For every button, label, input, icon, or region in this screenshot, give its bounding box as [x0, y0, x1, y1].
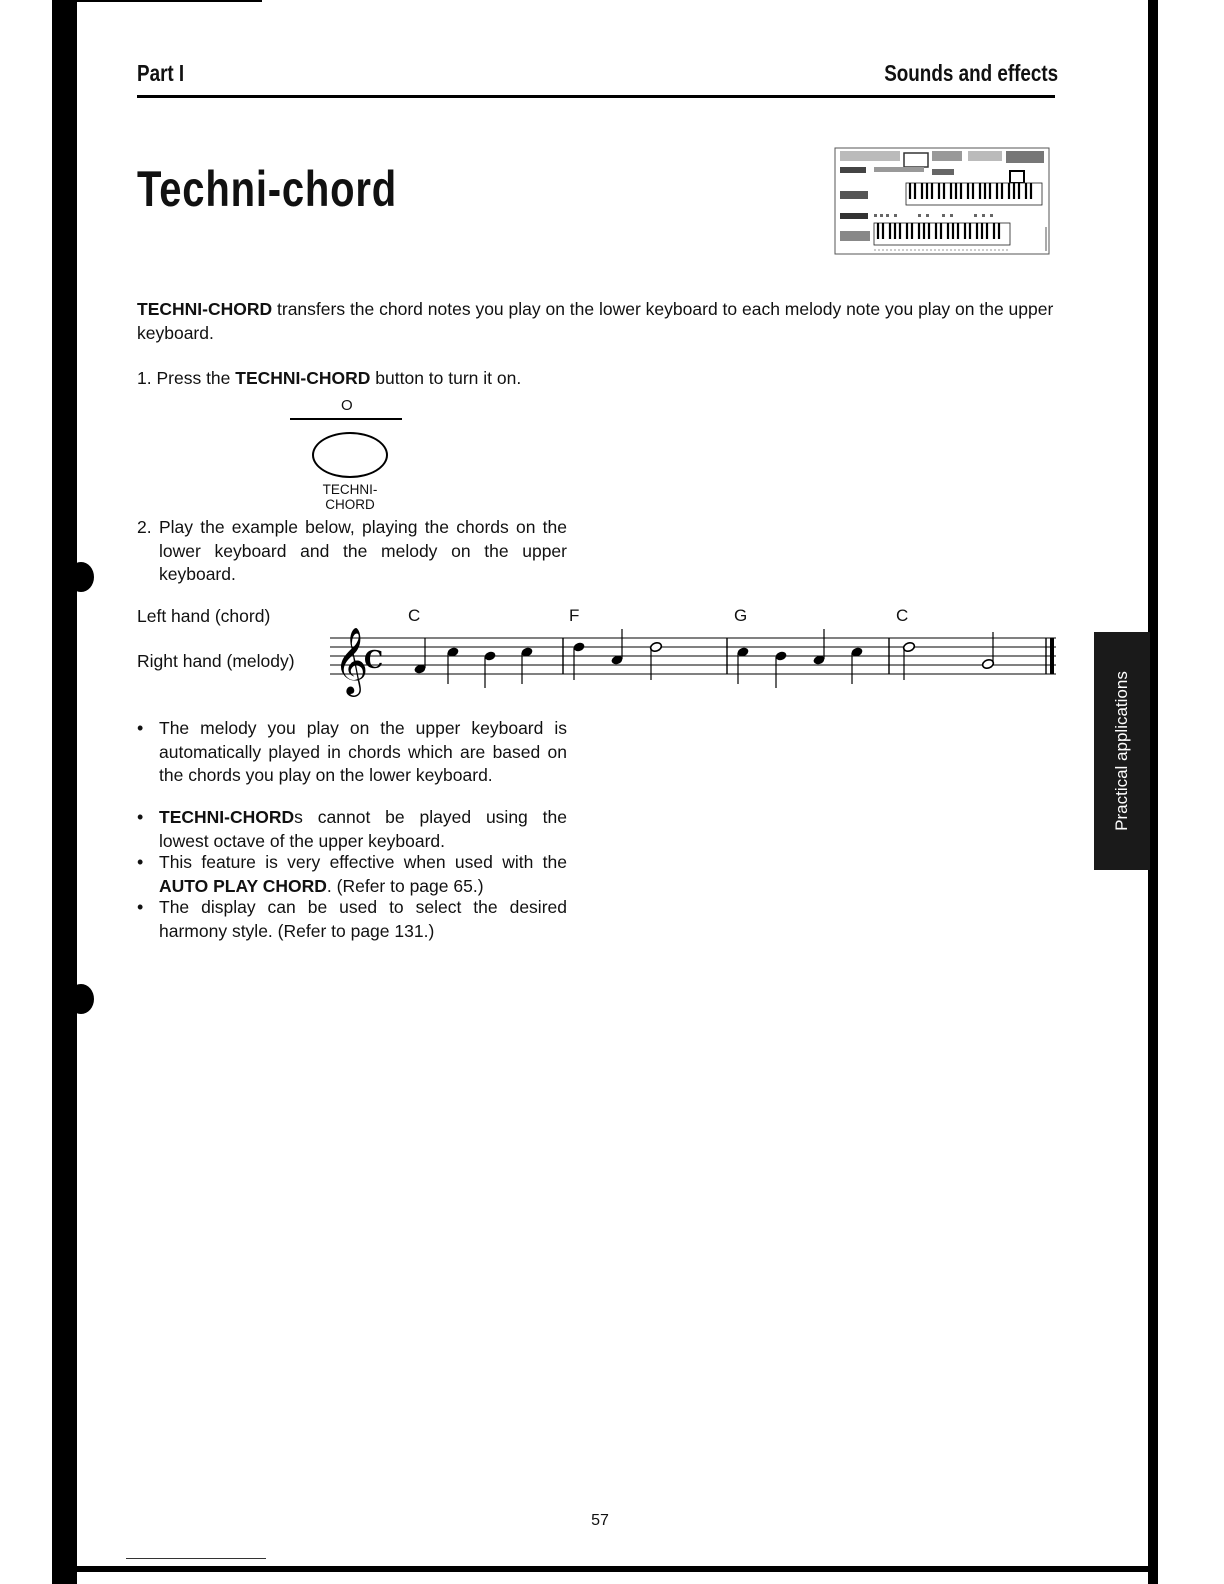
left-hand-label: Left hand (chord)	[137, 606, 271, 626]
step-1-bold: TECHNI-CHORD	[235, 368, 371, 388]
intro-text: transfers the chord notes you play on the lower keyboard to each melody note you play on the upper keyboard.	[137, 299, 1054, 343]
intro-bold: TECHNI-CHORD	[137, 299, 273, 319]
bullet-text: . (Refer to page 65.)	[326, 875, 484, 896]
section-side-tab	[1094, 632, 1150, 870]
page-bottom-line	[126, 1558, 266, 1559]
bullet-pre: This feature is very effective when used with the	[159, 852, 567, 872]
step-1-post: button to turn it on.	[370, 368, 522, 388]
bullet-item	[137, 851, 567, 898]
chord-label: C	[896, 606, 909, 625]
bullet-text: The melody you play on the upper keyboard is automatically played in chords which are based on the chords you play on the lower keyboard.	[159, 718, 567, 785]
right-hand-label: Right hand (melody)	[137, 651, 295, 671]
final-barline	[1050, 638, 1054, 674]
bullet-item	[137, 717, 567, 788]
bullet-text: The display can be used to select the desired harmony style. (Refer to page 131.)	[159, 897, 567, 941]
music-staff	[0, 0, 1224, 720]
bullet-item	[137, 806, 567, 853]
part-heading: Part I	[137, 60, 185, 86]
step-2-text: Play the example below, playing the chords on the lower keyboard and the melody on the upper keyboard.	[159, 517, 567, 584]
section-heading: Sounds and effects	[884, 60, 1058, 86]
treble-clef: 𝄞	[334, 626, 369, 694]
chord-label: C	[408, 606, 421, 625]
bullet-item	[137, 896, 567, 943]
button-label-line-1: TECHNI-	[322, 482, 378, 497]
button-label-line-2: CHORD	[325, 497, 375, 512]
chord-label: G	[734, 606, 748, 625]
bullet-dot: •	[137, 807, 144, 827]
chord-label: F	[569, 606, 580, 625]
bullet-text: s cannot be played using the lowest octave of the upper keyboard.	[159, 807, 567, 851]
page-title: Techni-chord	[137, 161, 397, 217]
bullet-bold: AUTO PLAY CHORD	[159, 875, 327, 896]
step-1-number: 1.	[137, 368, 152, 388]
step-2-number: 2.	[137, 517, 152, 537]
bullet-bold: TECHNI-CHORD	[159, 807, 295, 827]
bullet-dot: •	[137, 852, 144, 872]
bullet-dot: •	[137, 718, 144, 738]
bullet-dot: •	[137, 897, 144, 917]
side-tab-label: Practical applications	[1112, 671, 1131, 831]
page-bottom-edge	[52, 1566, 1158, 1572]
punch-hole	[68, 984, 94, 1014]
time-signature: C	[364, 645, 384, 674]
staff-lines	[330, 638, 1056, 674]
step-1-pre: Press the	[151, 368, 236, 388]
indicator-led: O	[341, 397, 353, 414]
page-number: 57	[591, 1512, 609, 1529]
